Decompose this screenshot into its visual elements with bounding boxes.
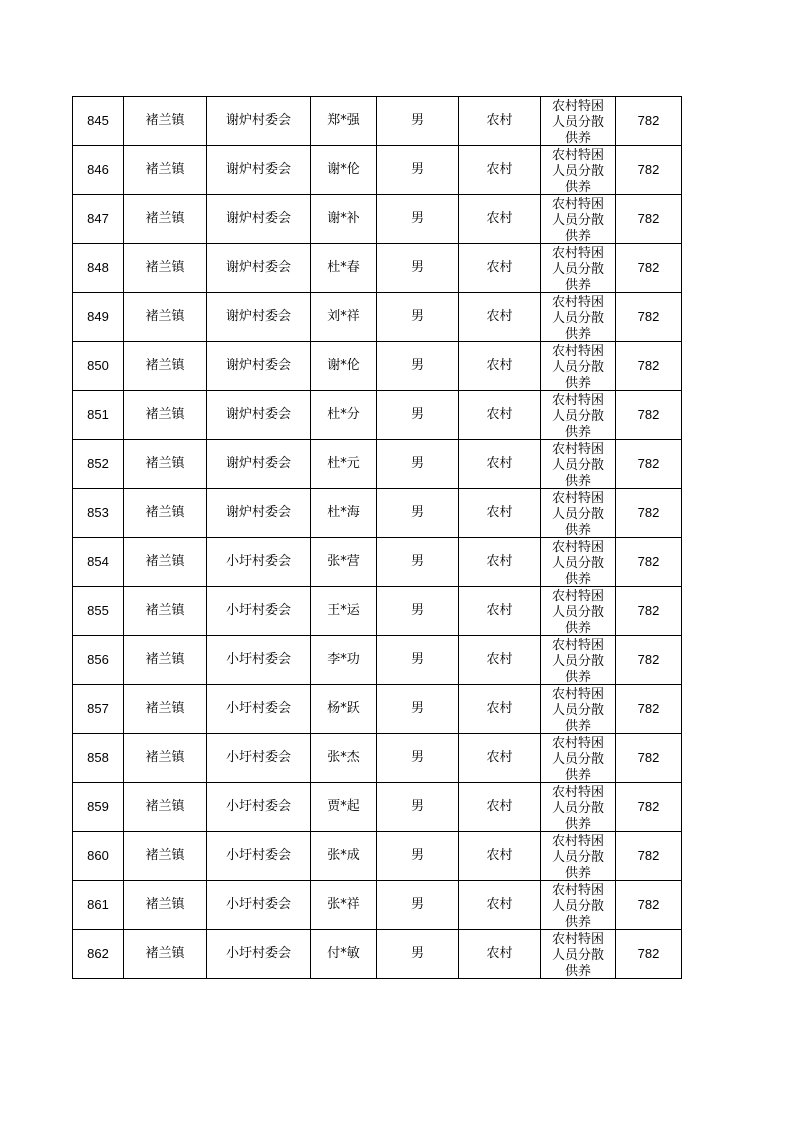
support-type-line: 人员分散	[551, 359, 604, 375]
area-cell: 农村	[459, 489, 541, 538]
table-row	[73, 930, 682, 979]
amount-cell: 782	[616, 489, 682, 538]
village-cell: 小圩村委会	[207, 832, 311, 881]
table-row	[73, 636, 682, 685]
name-cell: 杜*海	[311, 489, 377, 538]
table-row	[73, 587, 682, 636]
support-type-cell	[541, 244, 616, 293]
village-cell: 谢炉村委会	[207, 195, 311, 244]
area-cell: 农村	[459, 636, 541, 685]
support-type-line: 供养	[564, 914, 591, 929]
support-type-line: 农村特困	[551, 196, 604, 212]
table-row	[73, 440, 682, 489]
town-cell: 褚兰镇	[124, 832, 207, 881]
support-type-line: 农村特困	[551, 343, 604, 359]
village-cell: 小圩村委会	[207, 783, 311, 832]
area-cell: 农村	[459, 587, 541, 636]
support-type-text	[541, 294, 615, 341]
support-type-line: 供养	[564, 424, 591, 439]
support-type-text	[541, 931, 615, 978]
name-cell: 付*敏	[311, 930, 377, 979]
seq-cell: 861	[73, 881, 124, 930]
roster-table	[72, 96, 682, 979]
gender-cell: 男	[377, 783, 459, 832]
seq-cell: 855	[73, 587, 124, 636]
support-type-line: 农村特困	[551, 833, 604, 849]
area-cell: 农村	[459, 391, 541, 440]
gender-cell: 男	[377, 440, 459, 489]
support-type-line: 农村特困	[551, 735, 604, 751]
area-cell: 农村	[459, 293, 541, 342]
village-cell: 谢炉村委会	[207, 244, 311, 293]
town-cell: 褚兰镇	[124, 930, 207, 979]
support-type-line: 供养	[564, 865, 591, 880]
support-type-line: 人员分散	[551, 849, 604, 865]
support-type-line: 农村特困	[551, 784, 604, 800]
town-cell: 褚兰镇	[124, 195, 207, 244]
seq-cell: 853	[73, 489, 124, 538]
amount-cell: 782	[616, 538, 682, 587]
support-type-line: 农村特困	[551, 294, 604, 310]
support-type-line: 农村特困	[551, 98, 604, 114]
gender-cell: 男	[377, 391, 459, 440]
village-cell: 小圩村委会	[207, 881, 311, 930]
seq-cell: 851	[73, 391, 124, 440]
support-type-line: 农村特困	[551, 490, 604, 506]
town-cell: 褚兰镇	[124, 342, 207, 391]
support-type-text	[541, 441, 615, 488]
name-cell: 张*杰	[311, 734, 377, 783]
support-type-cell	[541, 342, 616, 391]
support-type-cell	[541, 391, 616, 440]
town-cell: 褚兰镇	[124, 97, 207, 146]
name-cell: 张*成	[311, 832, 377, 881]
support-type-text	[541, 392, 615, 439]
support-type-cell	[541, 146, 616, 195]
support-type-line: 人员分散	[551, 751, 604, 767]
support-type-text	[541, 245, 615, 292]
town-cell: 褚兰镇	[124, 587, 207, 636]
village-cell: 谢炉村委会	[207, 146, 311, 195]
table-row	[73, 832, 682, 881]
table-row	[73, 391, 682, 440]
seq-cell: 858	[73, 734, 124, 783]
amount-cell: 782	[616, 734, 682, 783]
table-row	[73, 685, 682, 734]
support-type-line: 农村特困	[551, 147, 604, 163]
support-type-line: 农村特困	[551, 539, 604, 555]
seq-cell: 860	[73, 832, 124, 881]
table-row	[73, 97, 682, 146]
support-type-line: 供养	[564, 375, 591, 390]
area-cell: 农村	[459, 685, 541, 734]
gender-cell: 男	[377, 489, 459, 538]
support-type-text	[541, 735, 615, 782]
name-cell: 王*运	[311, 587, 377, 636]
gender-cell: 男	[377, 97, 459, 146]
seq-cell: 850	[73, 342, 124, 391]
area-cell: 农村	[459, 734, 541, 783]
gender-cell: 男	[377, 342, 459, 391]
support-type-line: 人员分散	[551, 702, 604, 718]
support-type-line: 农村特困	[551, 931, 604, 947]
support-type-line: 人员分散	[551, 653, 604, 669]
support-type-cell	[541, 881, 616, 930]
table-row	[73, 342, 682, 391]
name-cell: 李*功	[311, 636, 377, 685]
support-type-cell	[541, 930, 616, 979]
support-type-line: 人员分散	[551, 212, 604, 228]
seq-cell: 846	[73, 146, 124, 195]
seq-cell: 859	[73, 783, 124, 832]
area-cell: 农村	[459, 832, 541, 881]
amount-cell: 782	[616, 685, 682, 734]
name-cell: 谢*伦	[311, 342, 377, 391]
gender-cell: 男	[377, 930, 459, 979]
town-cell: 褚兰镇	[124, 146, 207, 195]
area-cell: 农村	[459, 342, 541, 391]
support-type-line: 供养	[564, 963, 591, 978]
name-cell: 张*营	[311, 538, 377, 587]
village-cell: 小圩村委会	[207, 587, 311, 636]
amount-cell: 782	[616, 342, 682, 391]
gender-cell: 男	[377, 538, 459, 587]
support-type-line: 人员分散	[551, 261, 604, 277]
support-type-line: 农村特困	[551, 637, 604, 653]
table-row	[73, 146, 682, 195]
amount-cell: 782	[616, 440, 682, 489]
gender-cell: 男	[377, 244, 459, 293]
support-type-line: 农村特困	[551, 392, 604, 408]
gender-cell: 男	[377, 293, 459, 342]
support-type-line: 供养	[564, 620, 591, 635]
support-type-line: 人员分散	[551, 604, 604, 620]
gender-cell: 男	[377, 734, 459, 783]
support-type-line: 供养	[564, 718, 591, 733]
support-type-line: 农村特困	[551, 882, 604, 898]
support-type-cell	[541, 195, 616, 244]
support-type-text	[541, 539, 615, 586]
area-cell: 农村	[459, 97, 541, 146]
support-type-line: 供养	[564, 179, 591, 194]
support-type-cell	[541, 832, 616, 881]
village-cell: 谢炉村委会	[207, 97, 311, 146]
amount-cell: 782	[616, 146, 682, 195]
area-cell: 农村	[459, 930, 541, 979]
support-type-text	[541, 147, 615, 194]
town-cell: 褚兰镇	[124, 538, 207, 587]
table-row	[73, 783, 682, 832]
support-type-cell	[541, 636, 616, 685]
area-cell: 农村	[459, 783, 541, 832]
amount-cell: 782	[616, 783, 682, 832]
support-type-text	[541, 784, 615, 831]
seq-cell: 849	[73, 293, 124, 342]
support-type-line: 农村特困	[551, 245, 604, 261]
support-type-line: 农村特困	[551, 441, 604, 457]
support-type-cell	[541, 489, 616, 538]
seq-cell: 854	[73, 538, 124, 587]
town-cell: 褚兰镇	[124, 685, 207, 734]
support-type-line: 供养	[564, 571, 591, 586]
support-type-text	[541, 490, 615, 537]
village-cell: 谢炉村委会	[207, 342, 311, 391]
village-cell: 小圩村委会	[207, 734, 311, 783]
town-cell: 褚兰镇	[124, 881, 207, 930]
support-type-line: 人员分散	[551, 898, 604, 914]
village-cell: 小圩村委会	[207, 636, 311, 685]
support-type-line: 供养	[564, 816, 591, 831]
support-type-line: 人员分散	[551, 800, 604, 816]
town-cell: 褚兰镇	[124, 783, 207, 832]
amount-cell: 782	[616, 391, 682, 440]
table-row	[73, 195, 682, 244]
town-cell: 褚兰镇	[124, 636, 207, 685]
gender-cell: 男	[377, 587, 459, 636]
town-cell: 褚兰镇	[124, 489, 207, 538]
town-cell: 褚兰镇	[124, 440, 207, 489]
gender-cell: 男	[377, 832, 459, 881]
amount-cell: 782	[616, 244, 682, 293]
support-type-text	[541, 98, 615, 145]
support-type-line: 人员分散	[551, 457, 604, 473]
seq-cell: 856	[73, 636, 124, 685]
village-cell: 小圩村委会	[207, 685, 311, 734]
village-cell: 小圩村委会	[207, 538, 311, 587]
name-cell: 谢*补	[311, 195, 377, 244]
name-cell: 杜*元	[311, 440, 377, 489]
seq-cell: 847	[73, 195, 124, 244]
table-row	[73, 881, 682, 930]
gender-cell: 男	[377, 195, 459, 244]
name-cell: 张*祥	[311, 881, 377, 930]
support-type-cell	[541, 440, 616, 489]
area-cell: 农村	[459, 538, 541, 587]
support-type-cell	[541, 685, 616, 734]
seq-cell: 857	[73, 685, 124, 734]
amount-cell: 782	[616, 636, 682, 685]
roster-body	[73, 97, 682, 979]
table-row	[73, 293, 682, 342]
village-cell: 谢炉村委会	[207, 440, 311, 489]
support-type-line: 人员分散	[551, 555, 604, 571]
amount-cell: 782	[616, 97, 682, 146]
seq-cell: 862	[73, 930, 124, 979]
support-type-line: 农村特困	[551, 686, 604, 702]
seq-cell: 848	[73, 244, 124, 293]
area-cell: 农村	[459, 195, 541, 244]
support-type-line: 供养	[564, 767, 591, 782]
name-cell: 郑*强	[311, 97, 377, 146]
support-type-line: 人员分散	[551, 408, 604, 424]
support-type-line: 人员分散	[551, 163, 604, 179]
area-cell: 农村	[459, 440, 541, 489]
support-type-text	[541, 343, 615, 390]
support-type-cell	[541, 783, 616, 832]
gender-cell: 男	[377, 146, 459, 195]
village-cell: 小圩村委会	[207, 930, 311, 979]
gender-cell: 男	[377, 881, 459, 930]
table-row	[73, 489, 682, 538]
support-type-line: 人员分散	[551, 947, 604, 963]
support-type-text	[541, 882, 615, 929]
area-cell: 农村	[459, 244, 541, 293]
name-cell: 杨*跃	[311, 685, 377, 734]
support-type-text	[541, 196, 615, 243]
support-type-line: 供养	[564, 277, 591, 292]
support-type-line: 供养	[564, 669, 591, 684]
support-type-line: 供养	[564, 473, 591, 488]
support-type-line: 供养	[564, 326, 591, 341]
amount-cell: 782	[616, 587, 682, 636]
support-type-line: 人员分散	[551, 114, 604, 130]
amount-cell: 782	[616, 195, 682, 244]
town-cell: 褚兰镇	[124, 391, 207, 440]
support-type-line: 人员分散	[551, 310, 604, 326]
support-type-line: 供养	[564, 522, 591, 537]
name-cell: 杜*分	[311, 391, 377, 440]
support-type-cell	[541, 587, 616, 636]
town-cell: 褚兰镇	[124, 293, 207, 342]
amount-cell: 782	[616, 930, 682, 979]
name-cell: 刘*祥	[311, 293, 377, 342]
area-cell: 农村	[459, 146, 541, 195]
amount-cell: 782	[616, 832, 682, 881]
support-type-line: 农村特困	[551, 588, 604, 604]
support-type-cell	[541, 734, 616, 783]
gender-cell: 男	[377, 636, 459, 685]
table-row	[73, 734, 682, 783]
support-type-cell	[541, 97, 616, 146]
village-cell: 谢炉村委会	[207, 293, 311, 342]
support-type-line: 人员分散	[551, 506, 604, 522]
name-cell: 杜*春	[311, 244, 377, 293]
support-type-text	[541, 637, 615, 684]
support-type-text	[541, 686, 615, 733]
table-row	[73, 538, 682, 587]
support-type-line: 供养	[564, 228, 591, 243]
village-cell: 谢炉村委会	[207, 391, 311, 440]
support-type-text	[541, 588, 615, 635]
town-cell: 褚兰镇	[124, 734, 207, 783]
town-cell: 褚兰镇	[124, 244, 207, 293]
village-cell: 谢炉村委会	[207, 489, 311, 538]
support-type-text	[541, 833, 615, 880]
name-cell: 贾*起	[311, 783, 377, 832]
support-type-cell	[541, 293, 616, 342]
gender-cell: 男	[377, 685, 459, 734]
seq-cell: 845	[73, 97, 124, 146]
area-cell: 农村	[459, 881, 541, 930]
support-type-line: 供养	[564, 130, 591, 145]
support-type-cell	[541, 538, 616, 587]
table-row	[73, 244, 682, 293]
seq-cell: 852	[73, 440, 124, 489]
amount-cell: 782	[616, 293, 682, 342]
name-cell: 谢*伦	[311, 146, 377, 195]
amount-cell: 782	[616, 881, 682, 930]
